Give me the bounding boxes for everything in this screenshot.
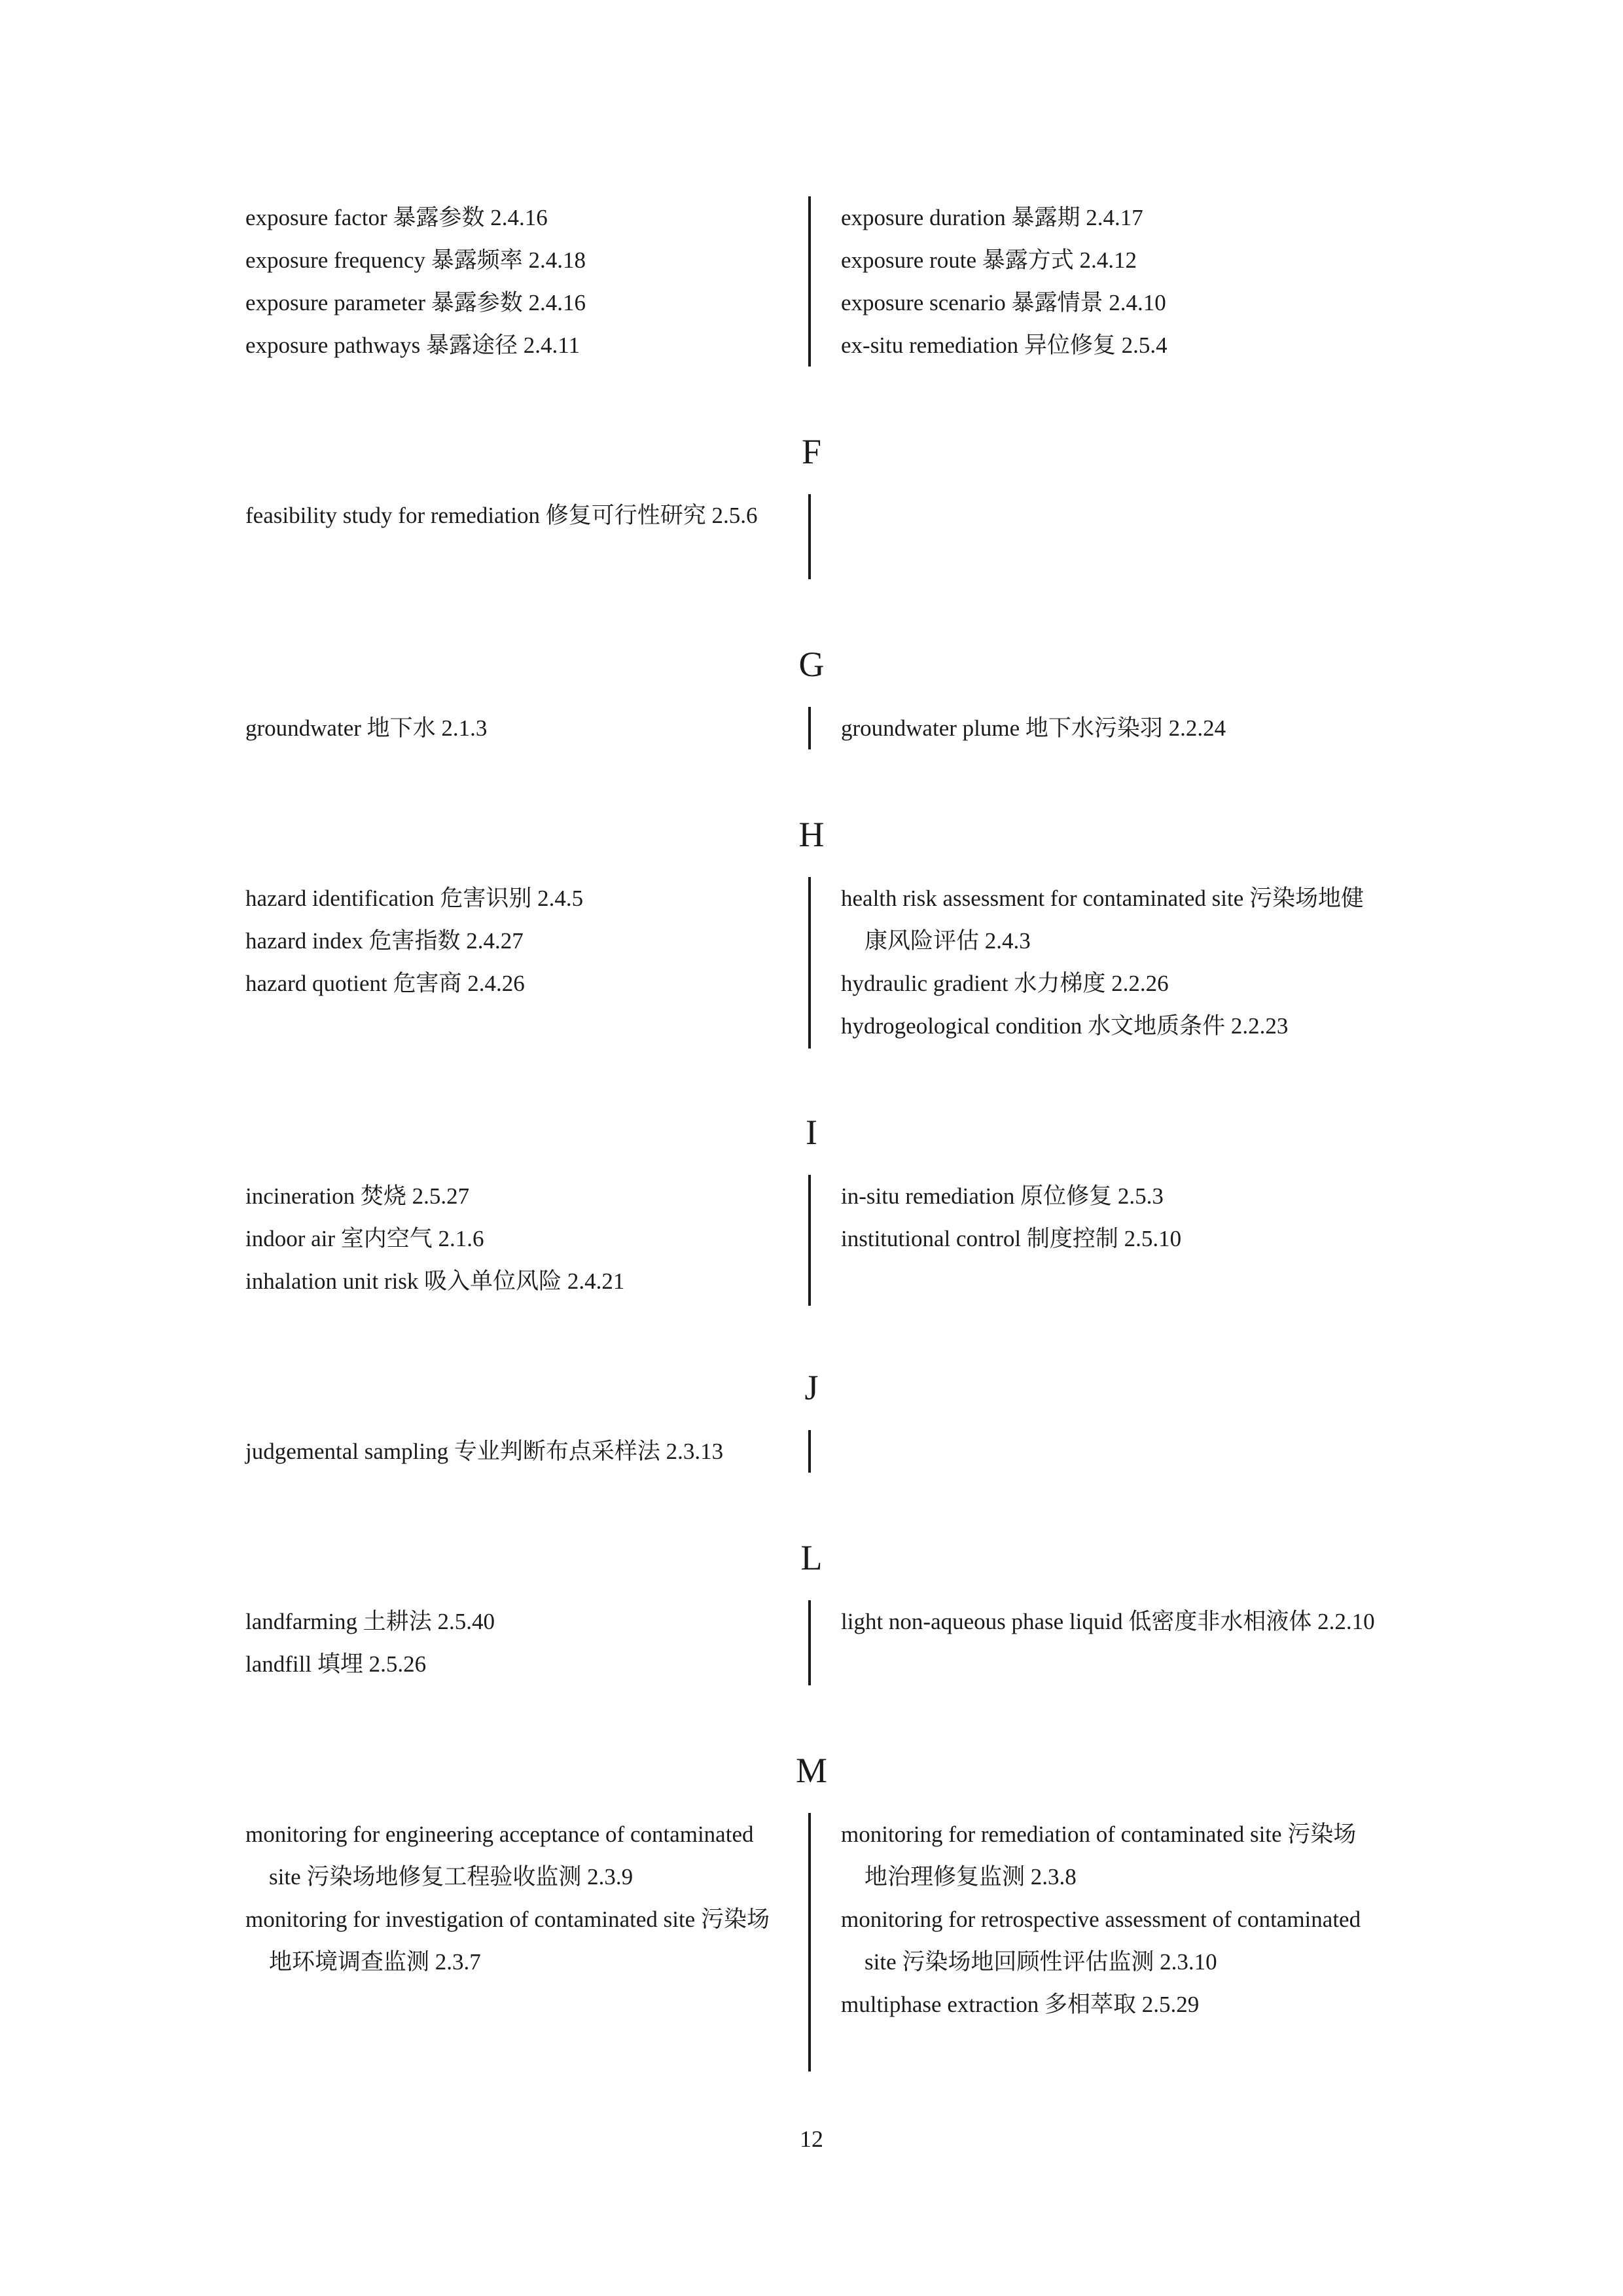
section-i-right-column [841, 1175, 1378, 1260]
section-l-right-column [841, 1600, 1378, 1643]
index-entry: exposure route 暴露方式 2.4.12 [841, 247, 1137, 273]
section-j-left-column [245, 1430, 789, 1473]
column-divider [808, 1175, 811, 1306]
index-entry: multiphase extraction 多相萃取 2.5.29 [841, 1992, 1200, 2017]
index-entry: exposure scenario 暴露情景 2.4.10 [841, 290, 1166, 315]
index-entry: ex-situ remediation 异位修复 2.5.4 [841, 332, 1168, 358]
index-entry: exposure factor 暴露参数 2.4.16 [245, 205, 548, 230]
column-divider [808, 707, 811, 749]
page-number: 12 [800, 2126, 823, 2152]
index-entry: light non-aqueous phase liquid 低密度非水相液体 2.2.10 [841, 1609, 1375, 1634]
index-entry: feasibility study for remediation 修复可行性研究 2.5.6 [245, 503, 758, 528]
section-m-left-column [245, 1813, 789, 1983]
index-entry: exposure duration 暴露期 2.4.17 [841, 205, 1143, 230]
section-letter-i: I [806, 1113, 817, 1152]
index-entry: indoor air 室内空气 2.1.6 [245, 1226, 484, 1251]
section-f-left-column [245, 494, 789, 537]
section-g-right-column [841, 707, 1378, 749]
section-i-left-column [245, 1175, 789, 1302]
column-divider [808, 1430, 811, 1473]
index-entry: hazard index 危害指数 2.4.27 [245, 928, 524, 954]
section-letter-f: F [801, 432, 822, 471]
index-entry: monitoring for engineering acceptance of contaminated site 污染场地修复工程验收监测 2.3.9 [245, 1821, 754, 1890]
index-entry: exposure parameter 暴露参数 2.4.16 [245, 290, 586, 315]
index-entry: landfarming 土耕法 2.5.40 [245, 1609, 495, 1634]
section-letter-j: J [804, 1368, 819, 1407]
index-entry: monitoring for retrospective assessment of contaminated site 污染场地回顾性评估监测 2.3.10 [841, 1907, 1361, 1975]
section-g-left-column [245, 707, 789, 749]
index-entry: hazard quotient 危害商 2.4.26 [245, 971, 525, 996]
column-divider [808, 494, 811, 579]
index-entry: monitoring for remediation of contaminated site 污染场地治理修复监测 2.3.8 [841, 1821, 1357, 1890]
index-entry: exposure pathways 暴露途径 2.4.11 [245, 332, 580, 358]
index-entry: landfill 填埋 2.5.26 [245, 1651, 427, 1677]
index-entry: hazard identification 危害识别 2.4.5 [245, 886, 584, 911]
section-letter-m: M [795, 1751, 827, 1790]
column-divider [808, 1600, 811, 1685]
section-letter-g: G [798, 645, 825, 684]
index-entry: groundwater 地下水 2.1.3 [245, 715, 488, 741]
column-divider [808, 1813, 811, 2072]
section-l-left-column [245, 1600, 789, 1685]
section-e-right-column [841, 196, 1378, 367]
section-h-left-column [245, 877, 789, 1005]
column-divider [808, 196, 811, 367]
index-entry: exposure frequency 暴露频率 2.4.18 [245, 247, 586, 273]
index-entry: hydraulic gradient 水力梯度 2.2.26 [841, 971, 1169, 996]
index-entry: judgemental sampling 专业判断布点采样法 2.3.13 [245, 1439, 724, 1464]
section-letter-l: L [800, 1538, 823, 1577]
section-m-right-column [841, 1813, 1378, 2026]
section-h-right-column [841, 877, 1378, 1047]
index-entry: in-situ remediation 原位修复 2.5.3 [841, 1183, 1164, 1209]
index-entry: institutional control 制度控制 2.5.10 [841, 1226, 1182, 1251]
index-entry: hydrogeological condition 水文地质条件 2.2.23 [841, 1013, 1289, 1039]
section-e-left-column [245, 196, 789, 367]
index-entry: health risk assessment for contaminated site 污染场地健康风险评估 2.4.3 [841, 886, 1364, 954]
index-entry: incineration 焚烧 2.5.27 [245, 1183, 470, 1209]
column-divider [808, 877, 811, 1049]
index-entry: inhalation unit risk 吸入单位风险 2.4.21 [245, 1268, 625, 1294]
section-letter-h: H [798, 815, 825, 854]
index-entry: groundwater plume 地下水污染羽 2.2.24 [841, 715, 1226, 741]
index-entry: monitoring for investigation of contaminated site 污染场地环境调查监测 2.3.7 [245, 1907, 770, 1975]
